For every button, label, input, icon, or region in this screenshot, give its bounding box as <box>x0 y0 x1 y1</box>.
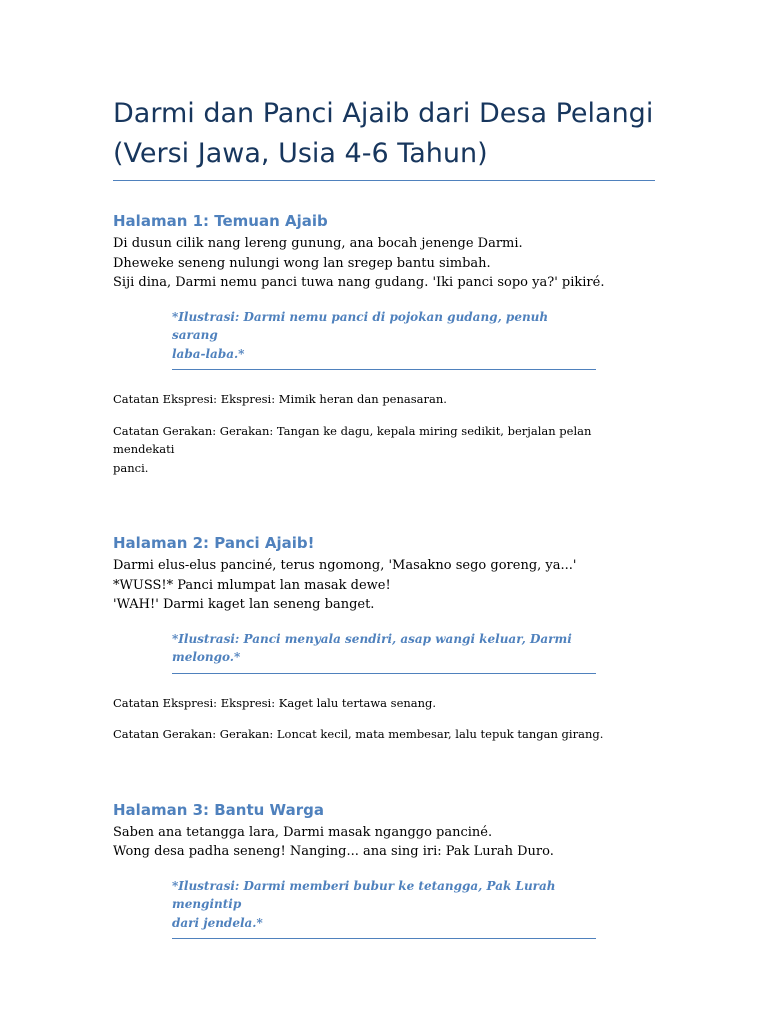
section-heading: Halaman 3: Bantu Warga <box>113 800 324 819</box>
story-line: Darmi elus-elus panciné, terus ngomong, 'Masakno sego goreng, ya...' <box>113 558 577 573</box>
expression-note: Catatan Ekspresi: Ekspresi: Kaget lalu tertawa senang. <box>113 695 437 710</box>
illustration-line: melongo.* <box>172 650 241 664</box>
document-title <box>113 94 655 181</box>
illustration-line: laba-laba.* <box>172 346 245 361</box>
illustration-line: *Ilustrasi: Darmi memberi bubur ke tetangga, Pak Lurah mengintip <box>172 878 556 911</box>
section-heading: Halaman 2: Panci Ajaib! <box>113 534 315 552</box>
expression-note: Catatan Ekspresi: Ekspresi: Mimik heran dan penasaran. <box>113 392 447 406</box>
movement-note <box>113 422 655 478</box>
story-line: Wong desa padha seneng! Nanging... ana sing iri: Pak Lurah Duro. <box>113 844 554 859</box>
story-line: Siji dina, Darmi nemu panci tuwa nang gudang. 'Iki panci sopo ya?' pikiré. <box>113 275 605 290</box>
movement-note-line: Catatan Gerakan: Gerakan: Tangan ke dagu, kepala miring sedikit, berjalan pelan mendekati <box>113 423 592 456</box>
page-section-3 <box>113 800 655 940</box>
illustration-note <box>172 308 596 371</box>
illustration-note <box>172 630 596 674</box>
story-line: Saben ana tetangga lara, Darmi masak nganggo panciné. <box>113 824 493 840</box>
movement-note <box>113 725 655 744</box>
illustration-note <box>172 877 596 940</box>
movement-note-line: Catatan Gerakan: Gerakan: Loncat kecil, mata membesar, lalu tepuk tangan girang. <box>113 727 604 741</box>
page-section-1 <box>113 211 655 477</box>
illustration-line: *Ilustrasi: Panci menyala sendiri, asap wangi keluar, Darmi <box>172 631 572 646</box>
document-title-line-1: Darmi dan Panci Ajaib dari Desa Pelangi <box>113 98 654 129</box>
story-line: *WUSS!* Panci mlumpat lan masak dewe! <box>113 577 391 593</box>
illustration-line: dari jendela.* <box>172 915 263 930</box>
illustration-line: *Ilustrasi: Darmi nemu panci di pojokan gudang, penuh sarang <box>172 309 549 342</box>
document-title-line-2: (Versi Jawa, Usia 4-6 Tahun) <box>113 138 488 169</box>
section-heading: Halaman 1: Temuan Ajaib <box>113 212 328 230</box>
movement-note-line: panci. <box>113 460 149 475</box>
page-section-2 <box>113 533 655 744</box>
story-line: 'WAH!' Darmi kaget lan seneng banget. <box>113 597 375 612</box>
story-line: Di dusun cilik nang lereng gunung, ana bocah jenenge Darmi. <box>113 236 523 251</box>
story-line: Dheweke seneng nulungi wong lan sregep bantu simbah. <box>113 255 491 271</box>
